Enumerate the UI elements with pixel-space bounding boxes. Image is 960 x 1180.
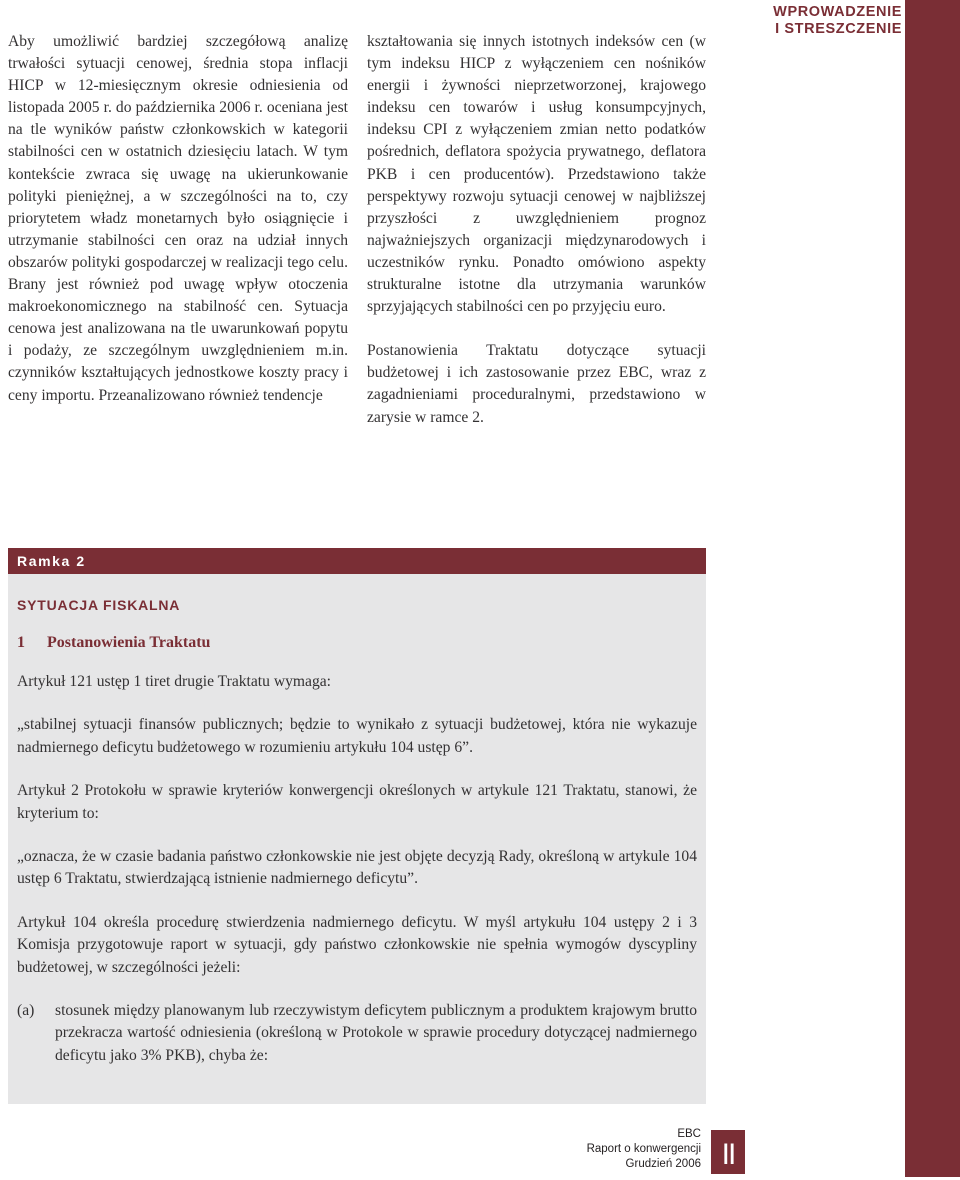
- box-title: SYTUACJA FISKALNA: [17, 597, 181, 613]
- left-paragraph: Aby umożliwić bardziej szczegółową analizę trwałości sytuacji cenowej, średnia stopa inflacji HICP w 12-miesięcznym okresie odniesienia od listopada 2005 r. do października 2006 r. oceniana jest na tle wyników państw członkowskich w kategorii stabilności cen w ostatnich dziesięciu latach. W tym kontekście zwraca się uwagę na ukierunkowanie polityki pieniężnej, a w szczególności na to, czy priorytetem władz monetarnych było osiągnięcie i utrzymanie stabilności cen oraz na udział innych obszarów polityki gospodarczej w realizacji tego celu. Brany jest również pod uwagę wpływ otoczenia makroekonomicznego na stabilność cen. Sytuacja cenowa jest analizowana na tle uwarunkowań popytu i podaży, ze szczególnym uwzględnieniem m.in. czynników kształtujących jednostkowe koszty pracy i ceny importu. Przeanalizowano również tendencje: [8, 33, 348, 404]
- box-list-item-a: [17, 1000, 697, 1067]
- box-quote-1: „stabilnej sytuacji finansów publicznych; będzie to wynikało z sytuacji budżetowej, która nie wykazuje nadmiernego deficytu budżetowego w rozumieniu artykułu 104 ustęp 6”.: [17, 716, 697, 756]
- right-paragraph-1: kształtowania się innych istotnych indeksów cen (w tym indeksu HICP z wyłączeniem cen nośników energii i żywności nieprzetworzonej, krajowego indeksu cen towarów i usług konsumpcyjnych, indeksu CPI z wyłączeniem zmian netto podatków pośrednich, deflatora spożycia prywatnego, deflatora PKB i cen producentów). Przedstawiono także perspektywy rozwoju sytuacji cenowej w najbliższej przyszłości z uwzględnieniem prognoz najważniejszych organizacji międzynarodowych i uczestników rynku. Ponadto omówiono aspekty strukturalne istotne dla utrzymania warunków sprzyjających stabilności cen po przyjęciu euro.: [367, 33, 706, 316]
- box-list-item-a-marker: (a): [17, 1002, 35, 1020]
- footer-org: EBC: [677, 1128, 701, 1140]
- box-subtitle-number: 1: [17, 634, 25, 651]
- box-header: Ramka 2: [8, 548, 706, 574]
- footer-date: Grudzień 2006: [625, 1158, 701, 1170]
- right-text-column: [367, 31, 706, 429]
- section-tab-bar: [905, 0, 960, 1177]
- box-body: [8, 597, 706, 1067]
- page-number: II: [711, 1130, 745, 1174]
- footer: [587, 1127, 701, 1172]
- section-label-line-2: I STRESZCZENIE: [775, 21, 902, 37]
- box-subtitle-text: Postanowienia Traktatu: [47, 634, 211, 651]
- box-subtitle: [17, 634, 697, 652]
- left-text-column: [8, 31, 348, 407]
- footer-report-title: Raport o konwergencji: [586, 1143, 701, 1155]
- section-label-line-1: WPROWADZENIE: [773, 4, 902, 20]
- box-paragraph-3: Artykuł 104 określa procedurę stwierdzenia nadmiernego deficytu. W myśl artykułu 104 ustępy 2 i 3 Komisja przygotowuje raport w sytuacji, gdy państwo członkowskie nie spełnia wymogów dyscypliny budżetowej, w szczególności jeżeli:: [17, 913, 697, 976]
- box-quote-2: „oznacza, że w czasie badania państwo członkowskie nie jest objęte decyzją Rady, określoną w artykule 104 ustęp 6 Traktatu, stwierdzającą istnienie nadmiernego deficytu”.: [17, 848, 697, 888]
- section-label: [773, 4, 902, 38]
- box-paragraph-1: Artykuł 121 ustęp 1 tiret drugie Traktatu wymaga:: [17, 673, 331, 690]
- box-list-item-a-text: stosunek między planowanym lub rzeczywistym deficytem publicznym a produktem krajowym brutto przekracza wartość odniesienia (określoną w Protokole w sprawie procedury dotyczącej nadmiernego deficytu jako 3% PKB), chyba że:: [55, 1002, 697, 1064]
- right-paragraph-2: Postanowienia Traktatu dotyczące sytuacji budżetowej i ich zastosowanie przez EBC, wraz z zagadnieniami proceduralnymi, przedstawiono w zarysie w ramce 2.: [367, 342, 706, 426]
- box-paragraph-2: Artykuł 2 Protokołu w sprawie kryteriów konwergencji określonych w artykule 121 Traktatu, stanowi, że kryterium to:: [17, 782, 697, 822]
- box-2: [8, 548, 706, 1104]
